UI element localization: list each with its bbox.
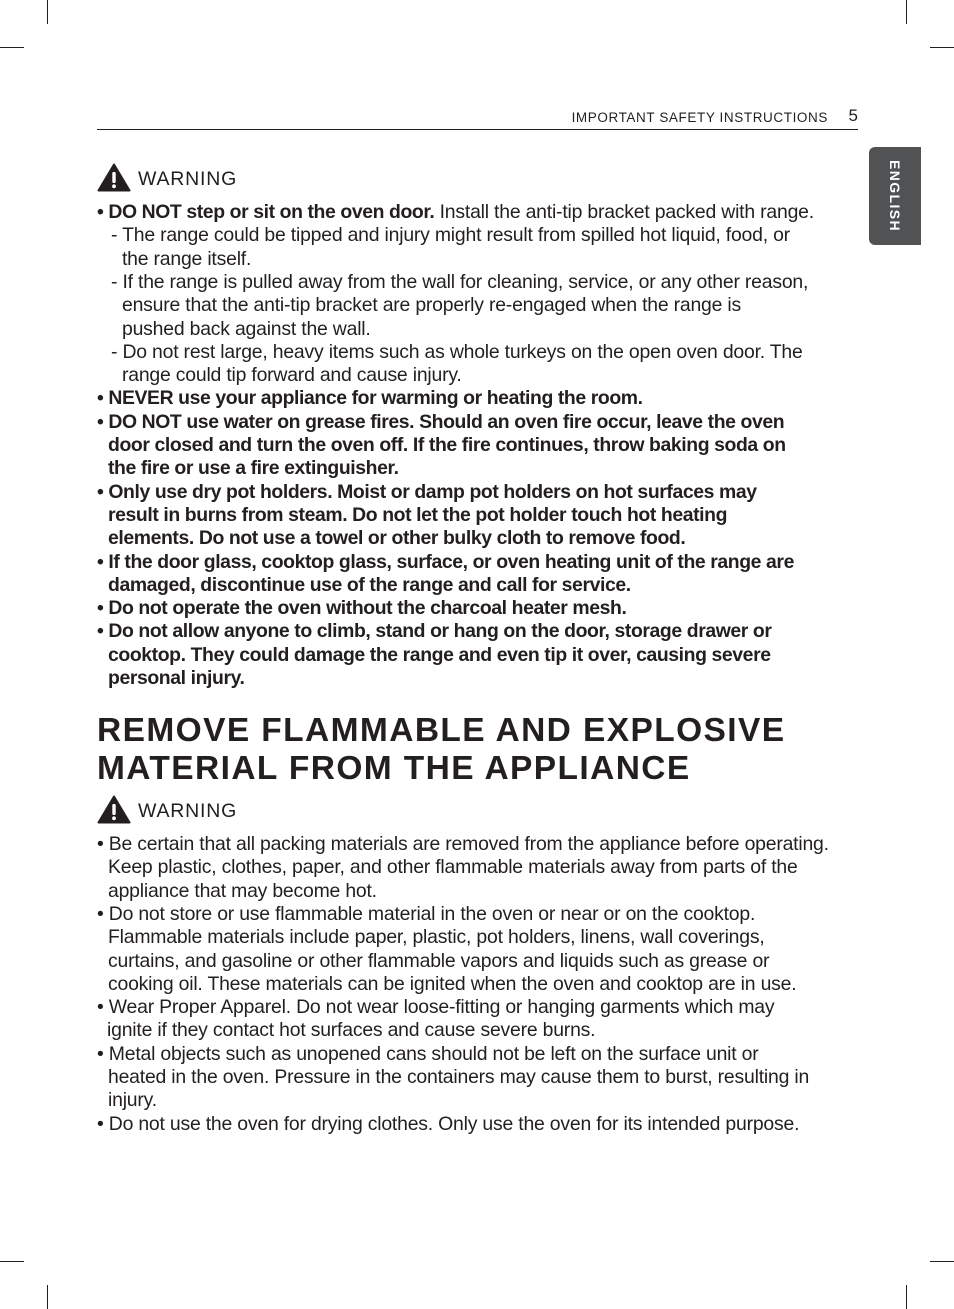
body-text: • Metal objects such as unopened cans should not be left on the surface unit or [97, 1042, 759, 1065]
bold-text: cooktop. They could damage the range and even tip it over, causing severe [108, 643, 771, 666]
bold-text: • DO NOT step or sit on the oven door. [97, 201, 435, 223]
warning-list-line [108, 856, 798, 879]
warning-list-line [108, 644, 771, 667]
section-heading-line-2: MATERIAL FROM THE APPLIANCE [97, 750, 691, 787]
language-tab-label: ENGLISH [887, 159, 903, 233]
bold-text: • Do not allow anyone to climb, stand or hang on the door, storage drawer or [97, 620, 772, 643]
body-text: pushed back against the wall. [122, 317, 371, 340]
warning-list-line [108, 457, 399, 480]
body-text: Flammable materials include paper, plastic, pot holders, linens, wall coverings, [108, 926, 765, 949]
bold-text: • DO NOT use water on grease fires. Should an oven fire occur, leave the oven [97, 410, 785, 433]
crop-mark [930, 1261, 954, 1262]
page-header [97, 106, 858, 130]
warning-list-line [108, 926, 765, 949]
warning-list-line [97, 201, 814, 224]
body-text: the range itself. [122, 247, 252, 270]
warning-triangle-icon [97, 163, 131, 192]
warning-label: WARNING [138, 168, 238, 190]
warning-heading [97, 795, 297, 823]
crop-mark [906, 1285, 907, 1309]
body-text: - If the range is pulled away from the wall for cleaning, service, or any other reason, [111, 270, 809, 293]
warning-list-line [108, 950, 769, 973]
body-text: ensure that the anti-tip bracket are properly re-engaged when the range is [122, 294, 742, 317]
warning-list-line [108, 880, 377, 903]
bold-text: • If the door glass, cooktop glass, surface, or oven heating unit of the range are [97, 550, 794, 573]
body-text: range could tip forward and cause injury. [122, 364, 462, 387]
warning-list-line [97, 903, 755, 926]
warning-list-line [97, 1043, 758, 1066]
bold-text: the fire or use a fire extinguisher. [108, 457, 399, 480]
body-text: • Do not use the oven for drying clothes. Only use the oven for its intended purpose. [97, 1112, 800, 1135]
warning-list-line [108, 574, 631, 597]
warning-list-line [111, 224, 790, 247]
warning-list-line [122, 318, 371, 341]
section-title: IMPORTANT SAFETY INSTRUCTIONS [571, 110, 828, 125]
body-text: - The range could be tipped and injury might result from spilled hot liquid, food, or [111, 224, 790, 247]
warning-list-line [97, 620, 772, 643]
bold-text: damaged, discontinue use of the range and call for service. [108, 573, 631, 596]
body-text: - Do not rest large, heavy items such as whole turkeys on the open oven door. The [111, 340, 803, 363]
crop-mark [47, 0, 48, 24]
body-text: • Be certain that all packing materials are removed from the appliance before operating. [97, 833, 829, 855]
body-text: Keep plastic, clothes, paper, and other flammable materials away from parts of the [108, 856, 798, 879]
body-text: ignite if they contact hot surfaces and cause severe burns. [107, 1019, 596, 1042]
warning-list-line [97, 597, 626, 620]
body-text: cooking oil. These materials can be ignited when the oven and cooktop are in use. [108, 972, 797, 995]
warning-list-line [111, 271, 808, 294]
language-tab [869, 147, 921, 245]
warning-list-line [97, 551, 794, 574]
body-text: • Do not store or use flammable material in the oven or near or on the cooktop. [97, 902, 756, 925]
warning-list-line [108, 434, 786, 457]
crop-mark [0, 1261, 24, 1262]
bold-text: door closed and turn the oven off. If the fire continues, throw baking soda on [108, 434, 786, 456]
crop-mark [0, 47, 24, 48]
warning-heading [97, 163, 297, 191]
bold-text: personal injury. [108, 667, 245, 689]
warning-list-line [122, 248, 251, 271]
warning-list-line [108, 1066, 809, 1089]
warning-list-line [111, 341, 803, 364]
crop-mark [906, 0, 907, 24]
warning-list-line [108, 1089, 157, 1112]
warning-list-line [97, 387, 643, 410]
warning-list-line [97, 996, 774, 1019]
bold-text: elements. Do not use a towel or other bulky cloth to remove food. [108, 527, 686, 550]
warning-list-line [108, 527, 685, 550]
warning-list-line [122, 294, 741, 317]
crop-mark [930, 47, 954, 48]
warning-list-line [97, 1113, 799, 1136]
warning-triangle-icon [97, 795, 131, 824]
body-text: Install the anti-tip bracket packed with range. [434, 201, 814, 223]
warning-label: WARNING [138, 800, 238, 822]
warning-list-line [107, 1019, 595, 1042]
section-heading-line-1: REMOVE FLAMMABLE AND EXPLOSIVE [97, 712, 786, 749]
page-number: 5 [848, 106, 858, 125]
body-text: appliance that may become hot. [108, 879, 377, 902]
bold-text: • Only use dry pot holders. Moist or damp pot holders on hot surfaces may [97, 480, 757, 503]
bold-text: • NEVER use your appliance for warming or heating the room. [97, 387, 643, 410]
warning-list-line [97, 833, 829, 856]
crop-mark [47, 1285, 48, 1309]
body-text: • Wear Proper Apparel. Do not wear loose-fitting or hanging garments which may [97, 996, 775, 1019]
body-text: heated in the oven. Pressure in the containers may cause them to burst, resulting in [108, 1066, 810, 1088]
warning-list-line [97, 481, 757, 504]
body-text: curtains, and gasoline or other flammable vapors and liquids such as grease or [108, 949, 770, 972]
warning-list-line [122, 364, 462, 387]
warning-list-line [108, 667, 245, 690]
bold-text: result in burns from steam. Do not let the pot holder touch hot heating [108, 503, 728, 526]
body-text: injury. [108, 1089, 157, 1112]
warning-list-line [108, 504, 727, 527]
bold-text: • Do not operate the oven without the charcoal heater mesh. [97, 597, 627, 620]
warning-list-line [108, 973, 796, 996]
warning-list-line [97, 411, 784, 434]
